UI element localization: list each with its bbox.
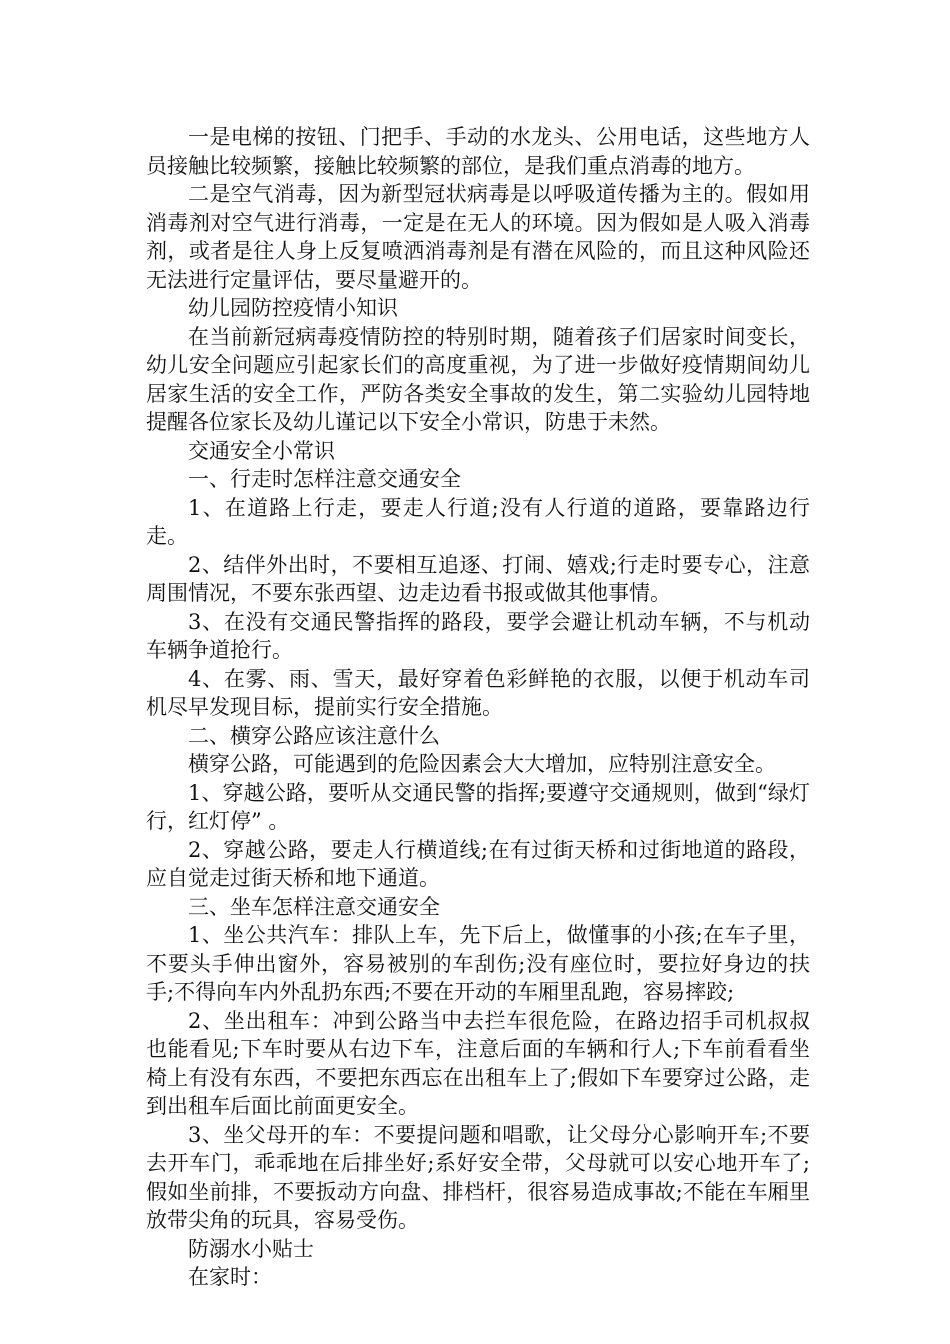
list-item-walking-4: 4、在雾、雨、雪天，最好穿着色彩鲜艳的衣服，以便于机动车司机尽早发现目标，提前实行安全措施。: [146, 666, 810, 719]
list-item-riding-bus: 1、坐公共汽车：排队上车，先下后上，做懂事的小孩;在车子里，不要头手伸出窗外，容易被别的车刮伤;没有座位时，要拉好身边的扶手;不得向车内外乱扔东西;不要在开动的车厢里乱跑，容易摔跤;: [146, 923, 810, 1004]
subheading-at-home: 在家时：: [188, 1265, 272, 1289]
section-heading-kindergarten-tips: 幼儿园防控疫情小知识: [188, 296, 398, 320]
list-item-walking-1: 1、在道路上行走，要走人行道;没有人行道的道路，要靠路边行走。: [146, 495, 810, 548]
section-heading-traffic-safety: 交通安全小常识: [188, 438, 335, 463]
paragraph-air-disinfection: 二是空气消毒，因为新型冠状病毒是以呼吸道传播为主的。假如用消毒剂对空气进行消毒，一定是在无人的环境。因为假如是人吸入消毒剂，或者是往人身上反复喷洒消毒剂是有潜在风险的，而且这种风险还无法进行定量评估，要尽量避开的。: [146, 182, 810, 292]
document-body: [146, 123, 810, 1292]
list-item-riding-parents-car: 3、坐父母开的车：不要提问题和唱歌，让父母分心影响开车;不要去开车门，乖乖地在后排坐好;系好安全带，父母就可以安心地开车了;假如坐前排，不要扳动方向盘、排档杆，很容易造成事故;不能在车厢里放带尖角的玩具，容易受伤。: [146, 1122, 810, 1232]
list-item-riding-taxi: 2、坐出租车：冲到公路当中去拦车很危险，在路边招手司机叔叔也能看见;下车时要从右边下车，注意后面的车辆和行人;下车前看看坐椅上有没有东西，不要把东西忘在出租车上了;假如下车要穿过公路，走到出租车后面比前面更安全。: [146, 1008, 810, 1118]
paragraph-elevator-disinfection: 一是电梯的按钮、门把手、手动的水龙头、公用电话，这些地方人员接触比较频繁，接触比较频繁的部位，是我们重点消毒的地方。: [146, 125, 810, 178]
list-item-crossing-1: 1、穿越公路，要听从交通民警的指挥;要遵守交通规则，做到“绿灯行，红灯停” 。: [146, 780, 810, 833]
subheading-crossing-road: 二、横穿公路应该注意什么: [188, 723, 440, 748]
subheading-walking-safety: 一、行走时怎样注意交通安全: [188, 467, 461, 491]
paragraph-kindergarten-intro: 在当前新冠病毒疫情防控的特别时期，随着孩子们居家时间变长，幼儿安全问题应引起家长们的高度重视，为了进一步做好疫情期间幼儿居家生活的安全工作，严防各类安全事故的发生，第二实验幼儿园特地提醒各位家长及幼儿谨记以下安全小常识，防患于未然。: [146, 324, 810, 434]
section-heading-drowning-prevention: 防溺水小贴士: [188, 1236, 314, 1261]
list-item-walking-2: 2、结伴外出时，不要相互追逐、打闹、嬉戏;行走时要专心，注意周围情况，不要东张西望、边走边看书报或做其他事情。: [146, 552, 810, 605]
subheading-riding-safety: 三、坐车怎样注意交通安全: [188, 894, 440, 919]
paragraph-crossing-intro: 横穿公路，可能遇到的危险因素会大大增加，应特别注意安全。: [188, 752, 776, 776]
list-item-crossing-2: 2、穿越公路，要走人行横道线;在有过街天桥和过街地道的路段，应自觉走过街天桥和地下通道。: [146, 837, 810, 890]
list-item-walking-3: 3、在没有交通民警指挥的路段，要学会避让机动车辆，不与机动车辆争道抢行。: [146, 609, 810, 662]
